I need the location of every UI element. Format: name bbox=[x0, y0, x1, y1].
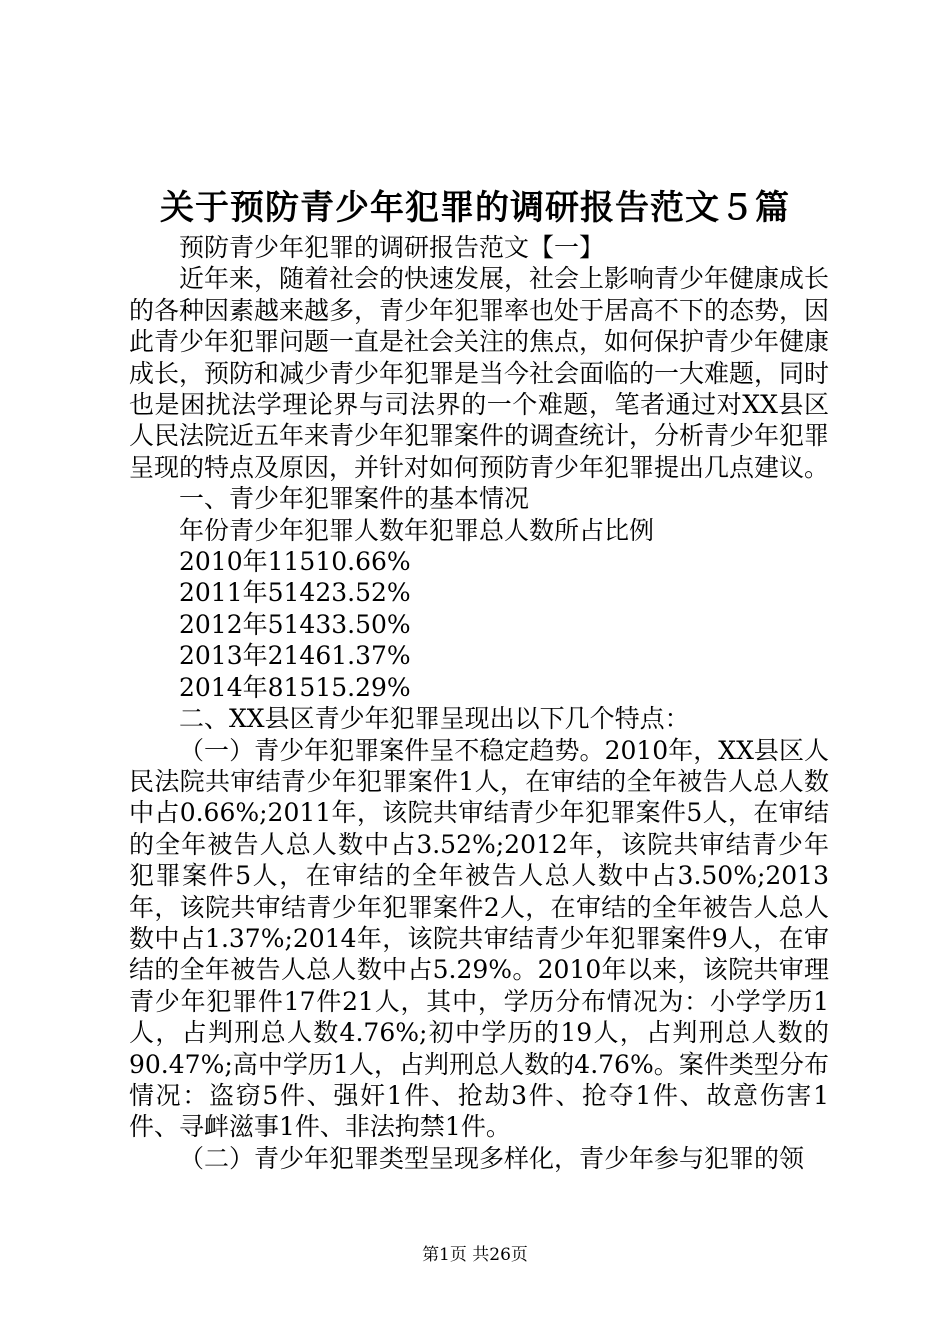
intro-paragraph: 近年来，随着社会的快速发展，社会上影响青少年健康成长的各种因素越来越多，青少年犯罪率也处于居高不下的态势，因此青少年犯罪问题一直是社会关注的焦点，如何保护青少年健康成长，预防和减少青少年犯罪是当今社会面临的一大难题，同时也是困扰法学理论界与司法界的一个难题，笔者通过对XX县区人民法院近五年来青少年犯罪案件的调查统计，分析青少年犯罪呈现的特点及原因，并针对如何预防青少年犯罪提出几点建议。 bbox=[129, 264, 830, 482]
table-header-line: 年份青少年犯罪人数年犯罪总人数所占比例 bbox=[179, 515, 655, 545]
table-row-2010: 2010年11510.66% bbox=[179, 547, 411, 577]
table-row-2014: 2014年81515.29% bbox=[179, 672, 411, 702]
section-heading-features: 二、XX县区青少年犯罪呈现出以下几个特点： bbox=[179, 704, 690, 734]
feature-paragraph-1: （一）青少年犯罪案件呈不稳定趋势。2010年，XX县区人民法院共审结青少年犯罪案件1人，在审结的全年被告人总人数中占0.66%;2011年，该院共审结青少年犯罪案件5人，在审结的全年被告人总人数中占3.52%;2012年，该院共审结青少年犯罪案件5人，在审结的全年被告人总人数中占3.50%;2013年，该院共审结青少年犯罪案件2人，在审结的全年被告人总人数中占1.37%;2014年，该院共审结青少年犯罪案件9人，在审结的全年被告人总人数中占5.29%。2010年以来，该院共审理青少年犯罪件17件21人，其中，学历分布情况为：小学学历1人，占判刑总人数4.76%;初中学历的19人，占判刑总人数的90.47%;高中学历1人，占判刑总人数的4.76%。案件类型分布情况：盗窃5件、强奸1件、抢劫3件、抢夺1件、故意伤害1件、寻衅滋事1件、非法拘禁1件。 bbox=[129, 735, 829, 1142]
section-heading-1: 预防青少年犯罪的调研报告范文【一】 bbox=[179, 233, 605, 262]
page-number-footer: 第1页 共26页 bbox=[422, 1245, 528, 1265]
table-row-2013: 2013年21461.37% bbox=[179, 641, 411, 671]
section-heading-basic: 一、青少年犯罪案件的基本情况 bbox=[179, 484, 530, 514]
table-row-2012: 2012年51433.50% bbox=[179, 609, 411, 639]
feature-paragraph-2: （二）青少年犯罪类型呈现多样化，青少年参与犯罪的领 bbox=[179, 1143, 805, 1173]
document-title: 关于预防青少年犯罪的调研报告范文５篇 bbox=[160, 188, 790, 228]
document-body bbox=[129, 232, 829, 1174]
table-row-2011: 2011年51423.52% bbox=[179, 578, 411, 608]
